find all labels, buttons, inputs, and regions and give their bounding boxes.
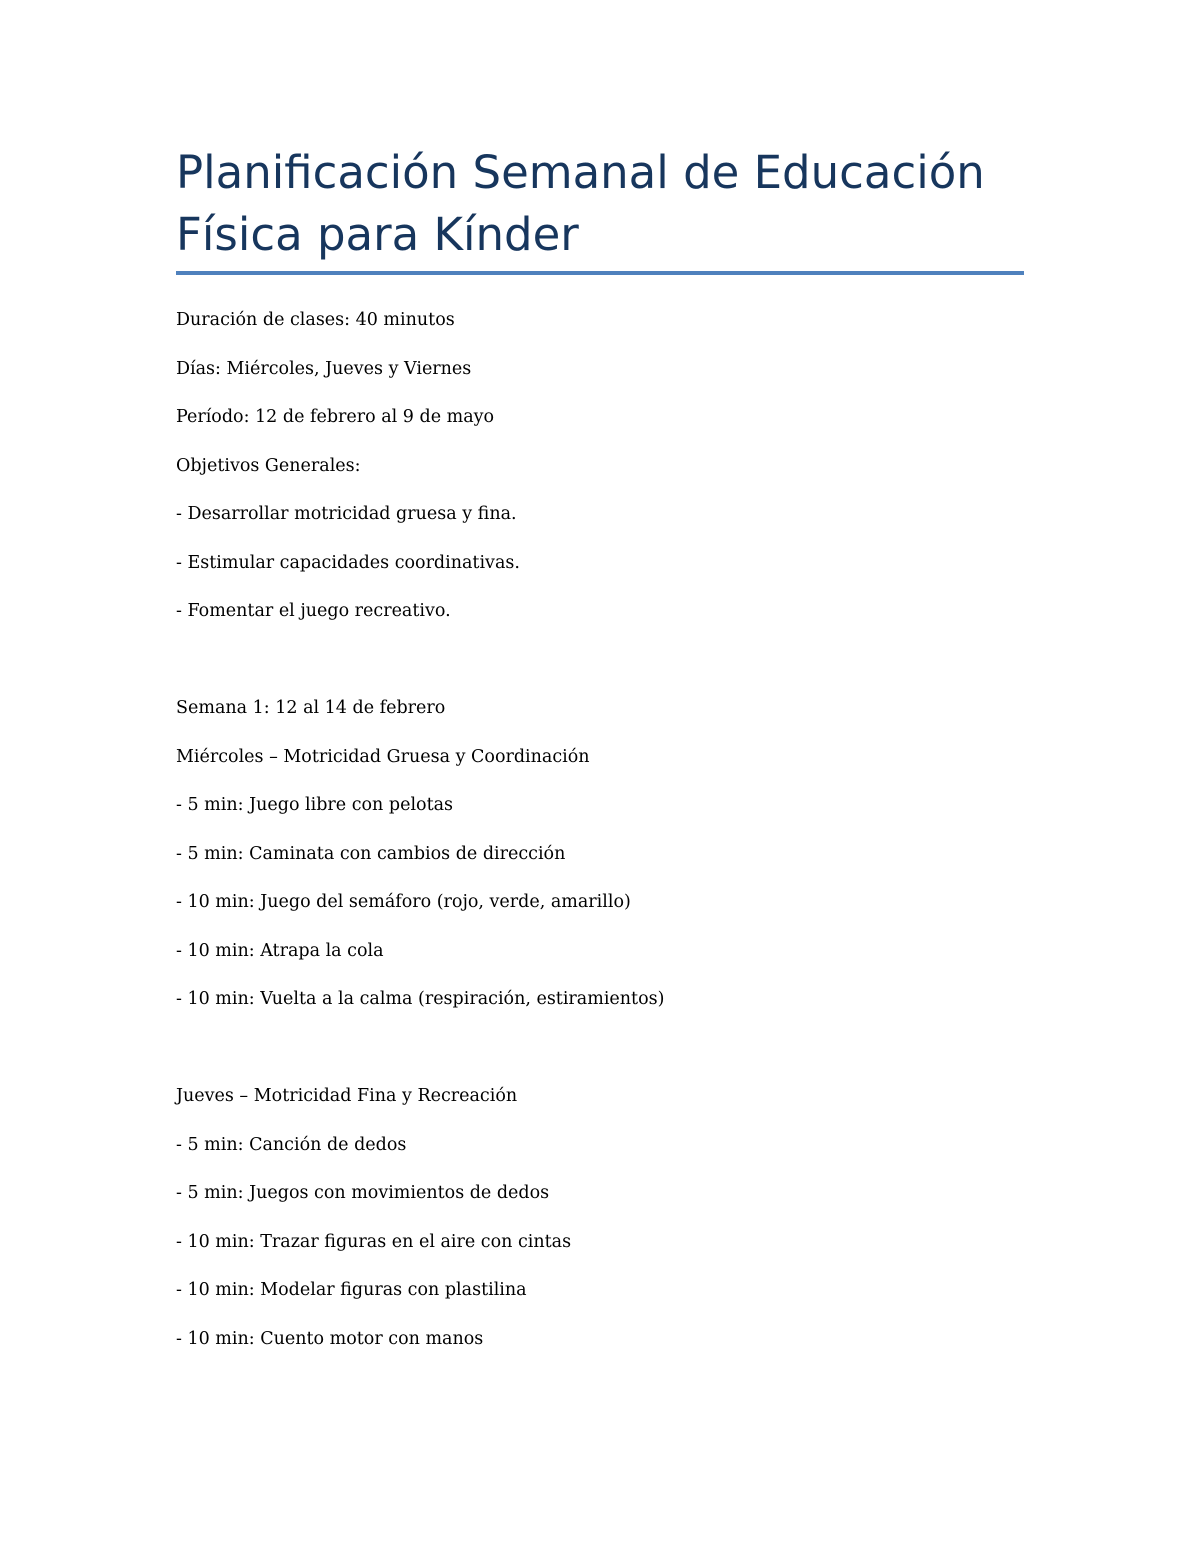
- objective-item: - Fomentar el juego recreativo.: [176, 601, 451, 621]
- activity-item: - 5 min: Juego libre con pelotas: [176, 795, 454, 815]
- activity-item: - 10 min: Atrapa la cola: [176, 940, 384, 961]
- objective-item: - Desarrollar motricidad gruesa y fina.: [176, 504, 517, 524]
- activity-item: - 10 min: Juego del semáforo (rojo, verde, amarillo): [176, 892, 631, 912]
- class-days: Días: Miércoles, Jueves y Viernes: [176, 358, 472, 379]
- day-heading-thursday: Jueves – Motricidad Fina y Recreación: [176, 1086, 518, 1106]
- title-underline: [176, 271, 1024, 275]
- class-duration: Duración de clases: 40 minutos: [176, 310, 455, 330]
- day-heading-wednesday: Miércoles – Motricidad Gruesa y Coordinación: [176, 746, 590, 767]
- week-heading: Semana 1: 12 al 14 de febrero: [176, 698, 446, 718]
- objective-item: - Estimular capacidades coordinativas.: [176, 552, 520, 573]
- class-period: Período: 12 de febrero al 9 de mayo: [176, 407, 495, 427]
- activity-item: - 10 min: Modelar figuras con plastilina: [176, 1280, 527, 1300]
- activity-item: - 10 min: Vuelta a la calma (respiración, estiramientos): [176, 989, 665, 1009]
- paragraph-spacer: [176, 636, 1024, 685]
- activity-item: - 5 min: Caminata con cambios de dirección: [176, 843, 566, 864]
- activity-item: - 5 min: Canción de dedos: [176, 1134, 407, 1155]
- paragraph-spacer: [176, 1024, 1024, 1073]
- activity-item: - 5 min: Juegos con movimientos de dedos: [176, 1183, 550, 1203]
- activity-item: - 10 min: Cuento motor con manos: [176, 1328, 484, 1349]
- document-title: Planificación Semanal de Educación Física para Kínder: [176, 146, 985, 261]
- document-body: [176, 296, 1024, 1363]
- objectives-heading: Objetivos Generales:: [176, 455, 361, 476]
- activity-item: - 10 min: Trazar figuras en el aire con cintas: [176, 1231, 572, 1252]
